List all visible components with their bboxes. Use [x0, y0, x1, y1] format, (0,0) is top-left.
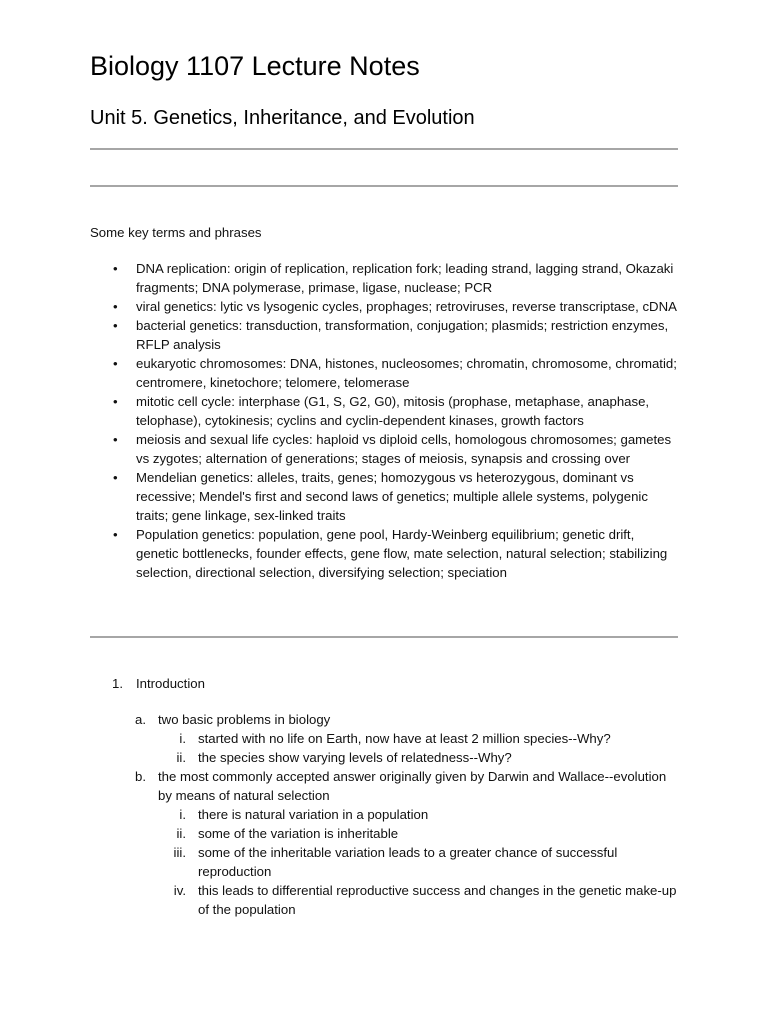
key-term-text: viral genetics: lytic vs lysogenic cycles, prophages; retroviruses, reverse transcriptase, cDNA: [136, 299, 677, 314]
outline-point: [90, 748, 680, 767]
key-term-text: Mendelian genetics: alleles, traits, genes; homozygous vs heterozygous, dominant vs recessive; Mendel's first and second laws of genetics; multiple allele systems, polygenic traits; gene linkage, sex-linked traits: [136, 470, 648, 523]
outline-section: [90, 674, 680, 693]
key-term-text: eukaryotic chromosomes: DNA, histones, nucleosomes; chromatin, chromosome, chromatid; centromere, kinetochore; telomere, telomerase: [136, 356, 677, 390]
subitem-marker: a.: [135, 712, 146, 727]
subitem-text: the most commonly accepted answer originally given by Darwin and Wallace--evolution by means of natural selection: [158, 769, 667, 803]
horizontal-rule: [90, 148, 678, 150]
outline-subitem: [90, 767, 680, 805]
outline-point: [90, 824, 680, 843]
section-number: 1.: [112, 676, 123, 691]
bullet-icon: •: [113, 394, 118, 409]
subitem-marker: b.: [135, 769, 146, 784]
point-text: there is natural variation in a population: [198, 807, 429, 822]
key-term-item: [90, 316, 680, 354]
point-marker: i.: [179, 731, 186, 746]
key-term-text: bacterial genetics: transduction, transformation, conjugation; plasmids; restriction enzymes, RFLP analysis: [136, 318, 669, 352]
point-marker: iii.: [173, 845, 186, 860]
point-text: some of the inheritable variation leads to a greater chance of successful reproduction: [198, 845, 618, 879]
key-term-text: meiosis and sexual life cycles: haploid vs diploid cells, homologous chromosomes; gametes vs zygotes; alternation of generations; stages of meiosis, synapsis and crossing over: [136, 432, 672, 466]
key-term-item: [90, 259, 680, 297]
section-heading: Introduction: [136, 676, 205, 691]
outline-point: [90, 881, 680, 919]
key-term-text: DNA replication: origin of replication, replication fork; leading strand, lagging strand, Okazaki fragments; DNA polymerase, primase, ligase, nuclease; PCR: [136, 261, 674, 295]
point-marker: ii.: [176, 826, 186, 841]
key-term-item: [90, 392, 680, 430]
bullet-icon: •: [113, 527, 118, 542]
point-marker: i.: [179, 807, 186, 822]
outline-point: [90, 843, 680, 881]
point-marker: ii.: [176, 750, 186, 765]
lecture-outline: [90, 674, 680, 919]
bullet-icon: •: [113, 356, 118, 371]
bullet-icon: •: [113, 299, 118, 314]
bullet-icon: •: [113, 432, 118, 447]
key-term-item: [90, 468, 680, 525]
key-term-item: [90, 430, 680, 468]
key-terms-list: [90, 259, 680, 582]
key-term-text: mitotic cell cycle: interphase (G1, S, G2, G0), mitosis (prophase, metaphase, anaphase, telophase), cytokinesis; cyclins and cyclin-dependent kinases, growth factors: [136, 394, 650, 428]
point-text: some of the variation is inheritable: [198, 826, 399, 841]
point-text: this leads to differential reproductive success and changes in the genetic make-up of the population: [198, 883, 677, 917]
page-title: Biology 1107 Lecture Notes: [90, 51, 420, 81]
bullet-icon: •: [113, 470, 118, 485]
key-terms-heading: Some key terms and phrases: [90, 225, 262, 240]
key-term-item: [90, 525, 680, 582]
horizontal-rule: [90, 636, 678, 638]
horizontal-rule: [90, 185, 678, 187]
bullet-icon: •: [113, 261, 118, 276]
point-marker: iv.: [173, 883, 186, 898]
key-term-item: [90, 297, 680, 316]
unit-heading: Unit 5. Genetics, Inheritance, and Evolution: [90, 107, 475, 129]
outline-point: [90, 805, 680, 824]
key-term-text: Population genetics: population, gene pool, Hardy-Weinberg equilibrium; genetic drift, genetic bottlenecks, founder effects, gene flow, mate selection, natural selection; stabilizing selection, directional selection, diversifying selection; speciation: [136, 527, 668, 580]
subitem-text: two basic problems in biology: [158, 712, 331, 727]
key-term-item: [90, 354, 680, 392]
bullet-icon: •: [113, 318, 118, 333]
point-text: the species show varying levels of relatedness--Why?: [198, 750, 512, 765]
outline-point: [90, 729, 680, 748]
point-text: started with no life on Earth, now have at least 2 million species--Why?: [198, 731, 611, 746]
outline-subitem: [90, 710, 680, 729]
